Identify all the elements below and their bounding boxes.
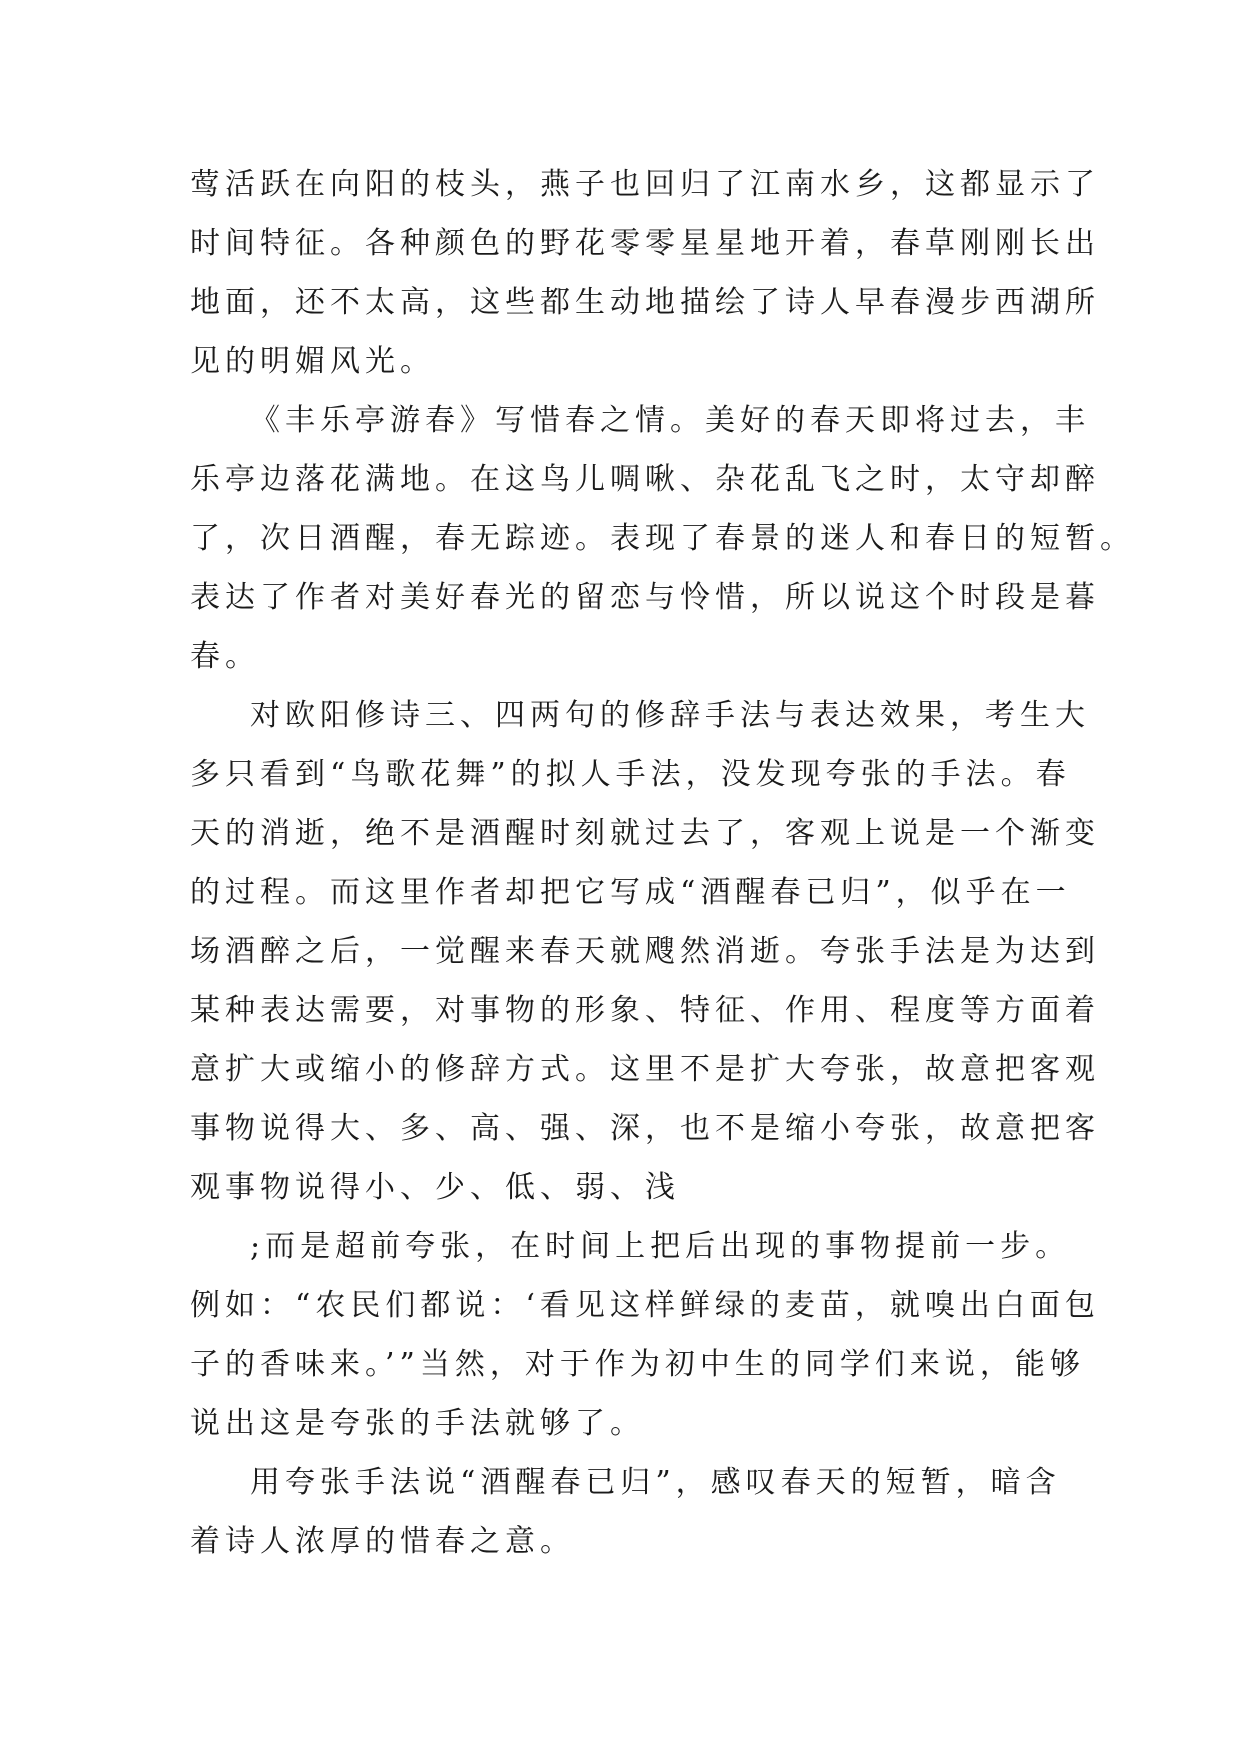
body-text xyxy=(190,155,1135,1571)
paragraph-2 xyxy=(190,391,1135,686)
text-line: 用夸张手法说“酒醒春已归”，感叹春天的短暂，暗含 xyxy=(250,1465,1061,1500)
paragraph-1 xyxy=(190,155,1100,391)
text-line: 表达了作者对美好春光的留恋与怜惜，所以说这个时段是暮 xyxy=(190,580,1100,615)
text-line: 着诗人浓厚的惜春之意。 xyxy=(190,1524,575,1559)
text-line: 的过程。而这里作者却把它写成“酒醒春已归”，似乎在一 xyxy=(190,875,1071,910)
text-line: 对欧阳修诗三、四两句的修辞手法与表达效果，考生大 xyxy=(250,698,1090,733)
paragraph-4 xyxy=(190,1217,1100,1453)
text-line: 场酒醉之后，一觉醒来春天就飕然消逝。夸张手法是为达到 xyxy=(190,934,1100,969)
text-line: 某种表达需要，对事物的形象、特征、作用、程度等方面着 xyxy=(190,993,1100,1028)
text-line: 春。 xyxy=(190,639,260,674)
text-line: 地面，还不太高，这些都生动地描绘了诗人早春漫步西湖所 xyxy=(190,285,1100,320)
text-line: 事物说得大、多、高、强、深，也不是缩小夸张，故意把客 xyxy=(190,1111,1100,1146)
text-line: ;而是超前夸张，在时间上把后出现的事物提前一步。 xyxy=(250,1229,1071,1264)
text-line: 子的香味来。’”当然，对于作为初中生的同学们来说，能够 xyxy=(190,1347,1085,1382)
text-line: 见的明媚风光。 xyxy=(190,344,435,379)
text-line: 说出这是夸张的手法就够了。 xyxy=(190,1406,645,1441)
paragraph-5 xyxy=(190,1453,1060,1571)
text-line: 意扩大或缩小的修辞方式。这里不是扩大夸张，故意把客观 xyxy=(190,1052,1100,1087)
paragraph-3 xyxy=(190,686,1100,1217)
text-line: 时间特征。各种颜色的野花零零星星地开着，春草刚刚长出 xyxy=(190,226,1100,261)
text-line: 乐亭边落花满地。在这鸟儿啁啾、杂花乱飞之时，太守却醉 xyxy=(190,462,1100,497)
text-line: 《丰乐亭游春》写惜春之情。美好的春天即将过去，丰 xyxy=(250,403,1090,438)
text-line: 天的消逝，绝不是酒醒时刻就过去了，客观上说是一个渐变 xyxy=(190,816,1100,851)
text-line: 莺活跃在向阳的枝头，燕子也回归了江南水乡，这都显示了 xyxy=(190,167,1100,202)
text-line: 例如：“农民们都说：‘看见这样鲜绿的麦苗，就嗅出白面包 xyxy=(190,1288,1100,1323)
text-line: 了，次日酒醒，春无踪迹。表现了春景的迷人和春日的短暂。 xyxy=(190,521,1135,556)
text-line: 多只看到“鸟歌花舞”的拟人手法，没发现夸张的手法。春 xyxy=(190,757,1071,792)
text-line: 观事物说得小、少、低、弱、浅 xyxy=(190,1170,680,1205)
